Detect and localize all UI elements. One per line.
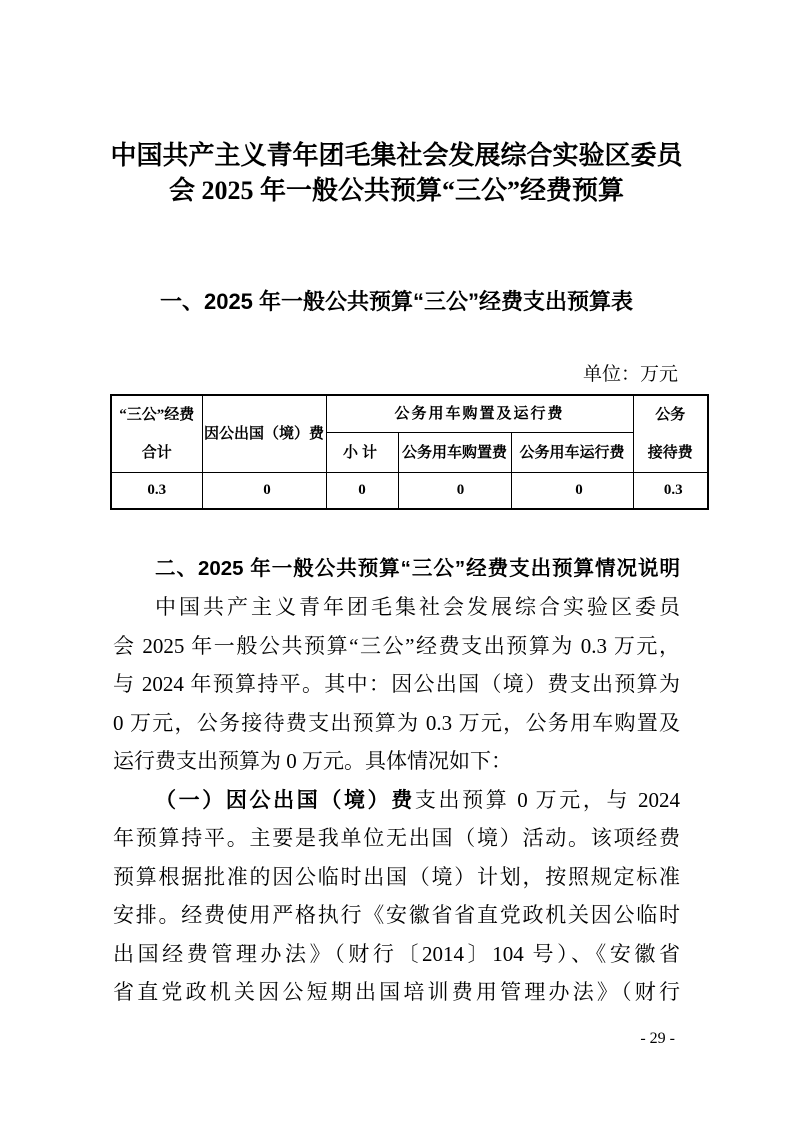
unit-label: 单位：万元 xyxy=(582,364,678,385)
para2-subheading-bold: （一）因公出国（境）费 xyxy=(155,787,415,812)
section1-heading: 一、2025 年一般公共预算“三公”经费支出预算表 xyxy=(159,289,634,314)
value-vehicle-purchase: 0 xyxy=(398,473,511,509)
header-reception-fee xyxy=(633,395,708,473)
header-vehicle-purchase: 公务用车购置费 xyxy=(398,433,511,473)
value-vehicle-operation: 0 xyxy=(511,473,633,509)
header-sangong-total-line1: “三公”经费 xyxy=(119,407,195,423)
para1-line3: 与 2024 年预算持平。其中：因公出国（境）费支出预算为 xyxy=(113,672,680,696)
para1-line1: 中国共产主义青年团毛集社会发展综合实验区委员 xyxy=(155,595,680,619)
para1-line4: 0 万元，公务接待费支出预算为 0.3 万元，公务用车购置及 xyxy=(113,710,680,735)
para1-line2: 会 2025 年一般公共预算“三公”经费支出预算为 0.3 万元， xyxy=(113,633,680,658)
header-vehicle-subtotal: 小计 xyxy=(326,433,398,473)
para1-line5: 运行费支出预算为 0 万元。具体情况如下： xyxy=(113,749,512,773)
header-reception-line2: 接待费 xyxy=(647,445,693,461)
header-sangong-total-line2: 合计 xyxy=(141,445,172,461)
value-vehicle-subtotal: 0 xyxy=(326,473,398,509)
section2-heading: 二、2025 年一般公共预算“三公”经费支出预算情况说明 xyxy=(155,556,680,580)
value-abroad-fee: 0 xyxy=(202,473,326,509)
sangong-budget-table xyxy=(110,394,709,510)
title-line-2: 会 2025 年一般公共预算“三公”经费预算 xyxy=(168,176,624,205)
header-vehicle-operation: 公务用车运行费 xyxy=(511,433,633,473)
value-reception-fee: 0.3 xyxy=(633,473,708,509)
para2-line1 xyxy=(113,781,680,820)
para2-line3: 预算根据批准的因公临时出国（境）计划，按照规定标准 xyxy=(113,864,680,889)
page-number: - 29 - xyxy=(640,1030,675,1047)
para2-lead-rest: 支出预算 0 万元，与 2024 xyxy=(414,787,680,812)
para2-line2: 年预算持平。主要是我单位无出国（境）活动。该项经费 xyxy=(113,826,680,850)
header-reception-line1: 公务 xyxy=(655,407,686,423)
header-vehicle-group: 公务用车购置及运行费 xyxy=(326,395,633,433)
header-sangong-total xyxy=(111,395,202,473)
para2-line4: 安排。经费使用严格执行《安徽省省直党政机关因公临时 xyxy=(113,903,680,927)
table-header-row-1 xyxy=(111,395,708,433)
para2-line5: 出国经费管理办法》（财行〔2014〕104 号）、《安徽省 xyxy=(113,941,680,966)
title-line-1: 中国共产主义青年团毛集社会发展综合实验区委员 xyxy=(110,141,683,170)
para2-line6: 省直党政机关因公短期出国培训费用管理办法》（财行 xyxy=(113,980,680,1004)
value-sangong-total: 0.3 xyxy=(111,473,202,509)
header-abroad-fee: 因公出国（境）费 xyxy=(202,395,326,473)
document-title xyxy=(0,138,793,208)
table-data-row xyxy=(111,473,708,509)
